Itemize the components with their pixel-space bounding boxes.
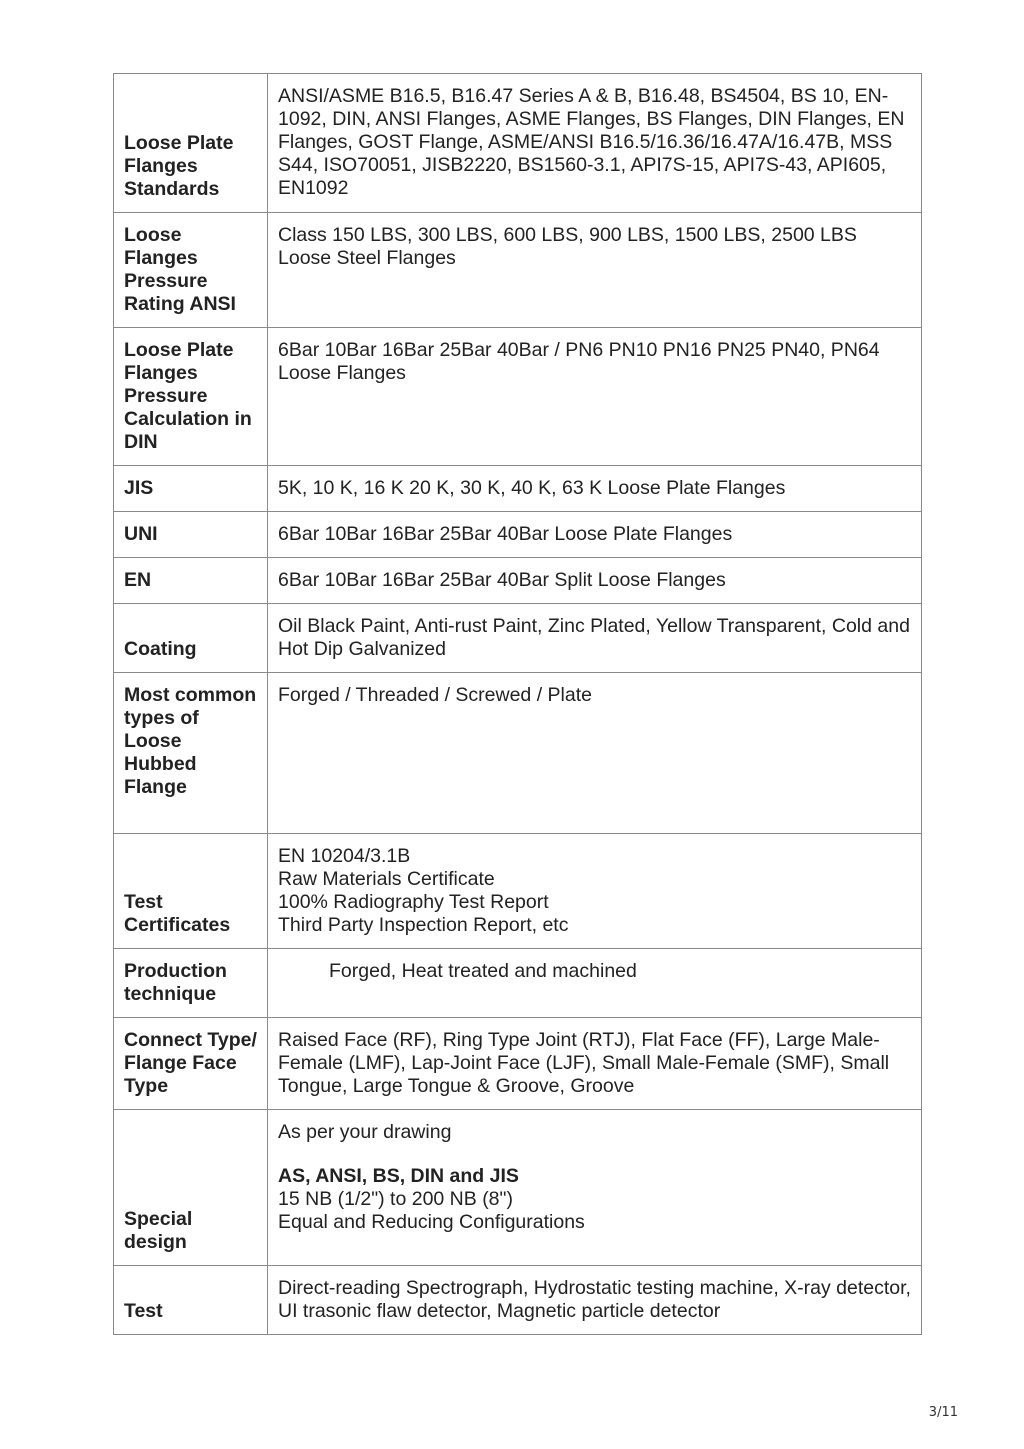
row-label: UNI bbox=[114, 512, 268, 558]
row-value bbox=[268, 834, 922, 949]
table-row bbox=[114, 466, 922, 512]
value-line: EN 10204/3.1B bbox=[278, 845, 411, 867]
row-value: Class 150 LBS, 300 LBS, 600 LBS, 900 LBS, 1500 LBS, 2500 LBS Loose Steel Flanges bbox=[268, 213, 922, 328]
row-label: Loose Flanges Pressure Rating ANSI bbox=[114, 213, 268, 328]
value-line: Equal and Reducing Configurations bbox=[278, 1211, 585, 1233]
row-value: 6Bar 10Bar 16Bar 25Bar 40Bar Loose Plate Flanges bbox=[268, 512, 922, 558]
value-line: Raw Materials Certificate bbox=[278, 868, 495, 890]
row-label: Test Certificates bbox=[114, 834, 268, 949]
table-row bbox=[114, 74, 922, 213]
row-label: Most common types of Loose Hubbed Flange bbox=[114, 673, 268, 834]
page-number: 3/11 bbox=[928, 1405, 958, 1420]
value-line: 15 NB (1/2") to 200 NB (8") bbox=[278, 1188, 513, 1210]
row-label: EN bbox=[114, 558, 268, 604]
row-value: ANSI/ASME B16.5, B16.47 Series A & B, B16.48, BS4504, BS 10, EN-1092, DIN, ANSI Flanges, ASME Flanges, BS Flanges, DIN Flanges, EN Flanges, GOST Flange, ASME/ANSI B16.5/16.36/16.47A/16.47B, MSS S44, ISO70051, JISB2220, BS1560-3.1, API7S-15, API7S-43, API605, EN1092 bbox=[268, 74, 922, 213]
table-row bbox=[114, 558, 922, 604]
table-row bbox=[114, 328, 922, 466]
row-label: Special design bbox=[114, 1110, 268, 1266]
row-label: Connect Type/ Flange Face Type bbox=[114, 1018, 268, 1110]
table-row bbox=[114, 512, 922, 558]
row-label: Loose Plate Flanges Standards bbox=[114, 74, 268, 213]
value-heading: AS, ANSI, BS, DIN and JIS bbox=[278, 1165, 519, 1187]
row-label: Loose Plate Flanges Pressure Calculation in DIN bbox=[114, 328, 268, 466]
table-row bbox=[114, 1110, 922, 1266]
table-row bbox=[114, 604, 922, 673]
table-row bbox=[114, 673, 922, 834]
value-line: Forged, Heat treated and machined bbox=[329, 960, 637, 982]
row-value: 5K, 10 K, 16 K 20 K, 30 K, 40 K, 63 K Loose Plate Flanges bbox=[268, 466, 922, 512]
row-value: 6Bar 10Bar 16Bar 25Bar 40Bar Split Loose Flanges bbox=[268, 558, 922, 604]
row-label: Production technique bbox=[114, 949, 268, 1018]
specification-table bbox=[113, 73, 922, 1335]
row-value bbox=[268, 1110, 922, 1266]
value-line: Third Party Inspection Report, etc bbox=[278, 914, 569, 936]
spacer bbox=[278, 1144, 911, 1165]
table-row bbox=[114, 1266, 922, 1335]
row-value bbox=[268, 949, 922, 1018]
row-label: JIS bbox=[114, 466, 268, 512]
row-value: Forged / Threaded / Screwed / Plate bbox=[268, 673, 922, 834]
row-label: Test bbox=[114, 1266, 268, 1335]
table-row bbox=[114, 213, 922, 328]
table-row bbox=[114, 949, 922, 1018]
row-value: Oil Black Paint, Anti-rust Paint, Zinc Plated, Yellow Transparent, Cold and Hot Dip Galvanized bbox=[268, 604, 922, 673]
row-value: Direct-reading Spectrograph, Hydrostatic testing machine, X-ray detector, UI trasonic flaw detector, Magnetic particle detector bbox=[268, 1266, 922, 1335]
table-row bbox=[114, 834, 922, 949]
table-row bbox=[114, 1018, 922, 1110]
value-intro: As per your drawing bbox=[278, 1121, 452, 1143]
row-value: 6Bar 10Bar 16Bar 25Bar 40Bar / PN6 PN10 PN16 PN25 PN40, PN64 Loose Flanges bbox=[268, 328, 922, 466]
row-label: Coating bbox=[114, 604, 268, 673]
value-line: 100% Radiography Test Report bbox=[278, 891, 549, 913]
row-value: Raised Face (RF), Ring Type Joint (RTJ), Flat Face (FF), Large Male-Female (LMF), Lap-Joint Face (LJF), Small Male-Female (SMF), Small Tongue, Large Tongue & Groove, Groove bbox=[268, 1018, 922, 1110]
